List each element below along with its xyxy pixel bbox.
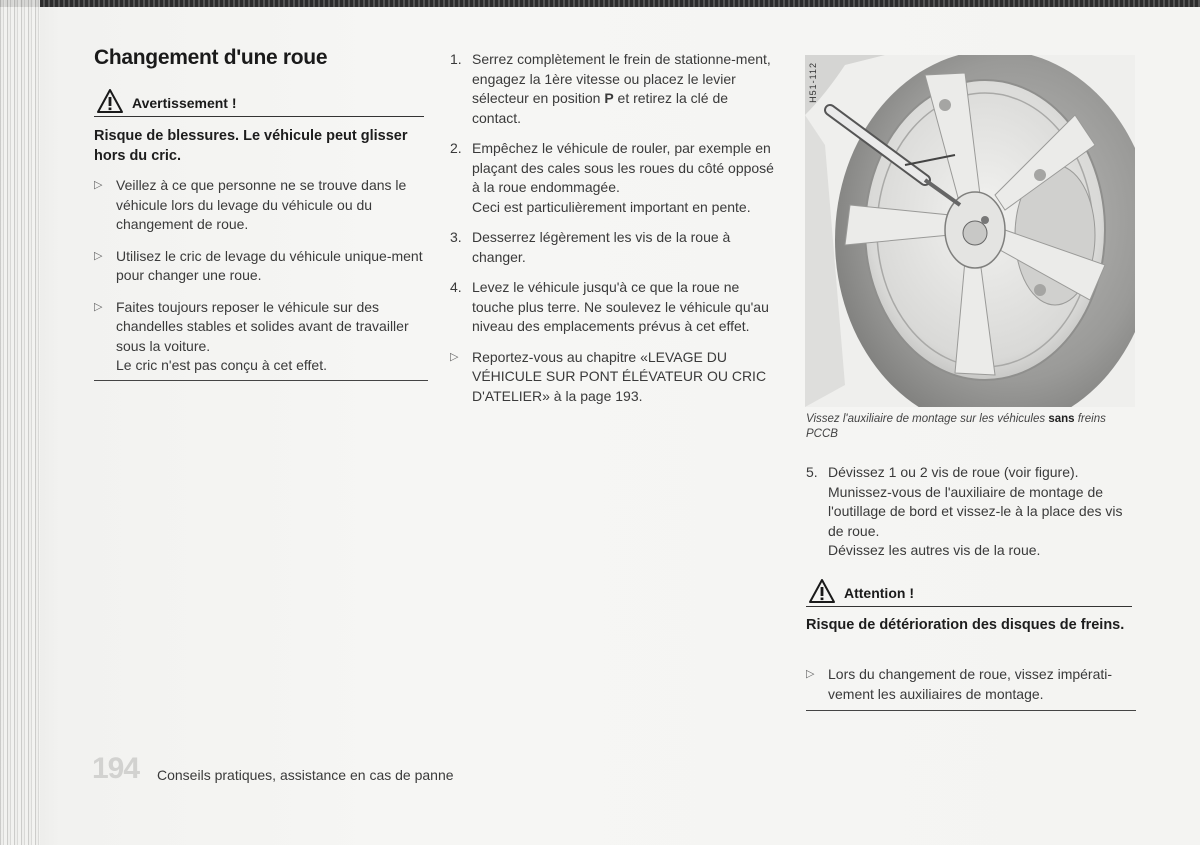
warning-end-rule [94, 380, 428, 381]
list-item [806, 665, 1136, 704]
step-number: 2. [450, 140, 462, 156]
step-number: 1. [450, 51, 462, 67]
triangle-bullet-icon: ▷ [806, 668, 815, 680]
list-item [450, 348, 780, 407]
step-text: Reportez-vous au chapitre «LEVAGE DU VÉHICULE SUR PONT ÉLÉVATEUR OU CRIC D'ATELIER» à la page 193. [472, 348, 767, 404]
warning-triangle-icon [96, 88, 124, 114]
step-number: 4. [450, 279, 462, 295]
warning-label: Avertissement ! [132, 95, 237, 111]
step-5-list [806, 463, 1138, 572]
step-text: Levez le véhicule jusqu'à ce que la roue ne touche plus terre. Ne soulevez le véhicule qu'au niveau des emplacements prévus à cet effet. [472, 279, 769, 334]
page-title: Changement d'une roue [94, 46, 328, 69]
warning-bold-text: Risque de blessures. Le véhicule peut glisser hors du cric. [94, 128, 408, 164]
footer-section-title: Conseils pratiques, assistance en cas de panne [157, 767, 454, 783]
warning-bullet-text: Le cric n'est pas conçu à cet effet. [116, 357, 327, 373]
list-item [94, 298, 430, 376]
step-text: Ceci est particulièrement important en pente. [472, 198, 751, 215]
figure-code: H51-112 [808, 62, 818, 103]
attention-bold-text: Risque de détérioration des disques de freins. [806, 617, 1125, 633]
warning-header [94, 90, 424, 117]
step-bold-text: P [604, 90, 614, 106]
wheel-illustration [805, 55, 1135, 407]
list-item [450, 278, 780, 337]
triangle-bullet-icon: ▷ [94, 179, 103, 191]
warning-bullet-text: Faites toujours reposer le véhicule sur des chandelles stables et solides avant de travailler sous la voiture. [116, 298, 409, 354]
step-text: Dévissez 1 ou 2 vis de roue (voir figure). Munissez-vous de l'auxiliaire de montage de l'outillage de bord et vissez-le à la place des vis de roue. [828, 464, 1123, 539]
attention-bullet-text: Lors du changement de roue, vissez impérati-vement les auxiliaires de montage. [828, 666, 1113, 702]
caption-text: Vissez l'auxiliaire de montage sur les véhicules [806, 413, 1049, 425]
list-item [450, 50, 780, 128]
warning-bullet-text: Veillez à ce que personne ne se trouve dans le véhicule lors du levage du véhicule ou du changement de roue. [116, 177, 407, 232]
triangle-bullet-icon: ▷ [94, 249, 103, 262]
attention-end-rule [806, 710, 1136, 711]
list-item [806, 463, 1138, 561]
triangle-bullet-icon: ▷ [94, 300, 103, 313]
step-text: Dévissez les autres vis de la roue. [828, 542, 1041, 558]
step-number: 5. [806, 464, 818, 480]
list-item [94, 247, 430, 286]
page-binding [0, 0, 40, 845]
page-top-edge [0, 0, 1200, 7]
step-text: Desserrez légèrement les vis de la roue à changer. [472, 229, 731, 265]
step-number: 3. [450, 229, 462, 245]
steps-list [450, 50, 780, 417]
figure-caption [806, 412, 1136, 442]
list-item [450, 228, 780, 267]
triangle-bullet-icon: ▷ [450, 350, 459, 363]
list-item [450, 139, 780, 217]
page-number: 194 [92, 752, 140, 785]
caption-bold-text: sans [1048, 413, 1075, 425]
attention-bullet-list [806, 665, 1136, 704]
warning-bullet-text: Utilisez le cric de levage du véhicule unique-ment pour changer une roue. [116, 247, 423, 283]
step-text: Serrez complètement le frein de stationne-ment, engagez la 1ère vitesse ou placez le levier sélecteur en position [472, 51, 771, 106]
step-text: et retirez la clé de contact. [472, 90, 729, 126]
warning-bullet-list [94, 176, 430, 376]
attention-label: Attention ! [844, 585, 914, 601]
wheel-drawing [805, 55, 1135, 407]
attention-header [806, 580, 1132, 607]
list-item [94, 176, 430, 235]
step-text: Empêchez le véhicule de rouler, par exemple en plaçant des cales sous les roues du côté opposé à la roue endommagée. [472, 140, 774, 195]
caption-text: freins PCCB [806, 413, 1106, 440]
warning-triangle-icon [808, 578, 836, 604]
